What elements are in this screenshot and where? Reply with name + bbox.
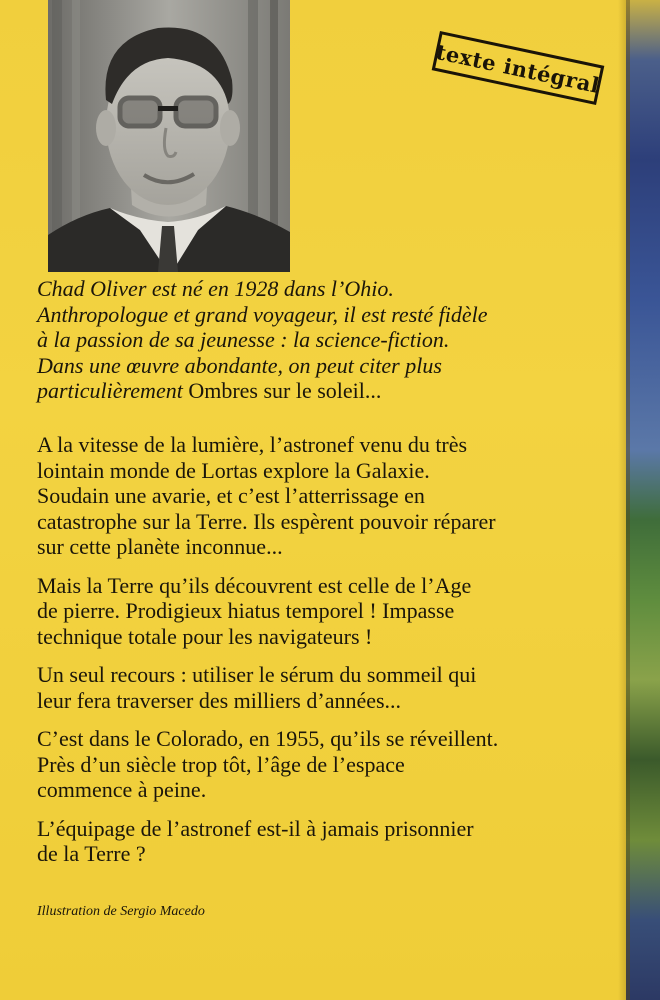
synopsis-line: lointain monde de Lortas explore la Galaxie.	[37, 457, 430, 483]
bio-line	[37, 378, 617, 404]
synopsis-paragraph	[37, 573, 627, 650]
bio-line: à la passion de sa jeunesse : la science-fiction.	[37, 327, 450, 352]
synopsis-line: Soudain une avarie, et c’est l’atterrissage en	[37, 483, 425, 508]
synopsis-line: technique totale pour les navigateurs !	[37, 623, 373, 649]
synopsis-line: C’est dans le Colorado, en 1955, qu’ils se réveillent.	[37, 726, 499, 751]
illustration-credit: Illustration de Sergio Macedo	[37, 904, 205, 919]
book-title: Ombres sur le soleil	[188, 378, 365, 403]
front-cover-edge	[626, 0, 660, 1000]
synopsis-line: de la Terre ?	[37, 841, 146, 866]
cover-fold-shadow	[618, 0, 626, 1000]
synopsis-line: leur fera traverser des milliers d’années...	[37, 687, 402, 713]
synopsis	[37, 432, 627, 880]
synopsis-line: A la vitesse de la lumière, l’astronef venu du très	[37, 432, 468, 457]
synopsis-paragraph	[37, 432, 627, 560]
synopsis-line: L’équipage de l’astronef est-il à jamais prisonnier	[37, 815, 474, 841]
synopsis-line: de pierre. Prodigieux hiatus temporel ! Impasse	[37, 598, 455, 623]
synopsis-line: commence à peine.	[37, 777, 207, 802]
bio-line: Chad Oliver est né en 1928 dans l’Ohio.	[37, 276, 394, 301]
author-portrait-photo	[48, 0, 290, 272]
synopsis-paragraph	[37, 816, 627, 867]
synopsis-line: Un seul recours : utiliser le sérum du sommeil qui	[37, 662, 477, 687]
bio-ellipsis: ...	[364, 378, 382, 403]
bio-prefix: particulièrement	[37, 378, 183, 403]
synopsis-line: Près d’un siècle trop tôt, l’âge de l’espace	[37, 751, 405, 777]
synopsis-line: catastrophe sur la Terre. Ils espèrent pouvoir réparer	[37, 508, 496, 534]
stamp-label: texte intégral	[433, 38, 603, 98]
synopsis-line: Mais la Terre qu’ils découvrent est celle de l’Age	[37, 572, 472, 598]
bio-line: Dans une œuvre abondante, on peut citer plus	[37, 352, 442, 378]
synopsis-paragraph	[37, 726, 627, 803]
author-portrait-image	[48, 0, 290, 272]
bio-line: Anthropologue et grand voyageur, il est resté fidèle	[37, 301, 488, 327]
texte-integral-stamp	[432, 31, 605, 105]
synopsis-line: sur cette planète inconnue...	[37, 534, 283, 559]
synopsis-paragraph	[37, 662, 627, 713]
author-bio	[37, 276, 617, 404]
